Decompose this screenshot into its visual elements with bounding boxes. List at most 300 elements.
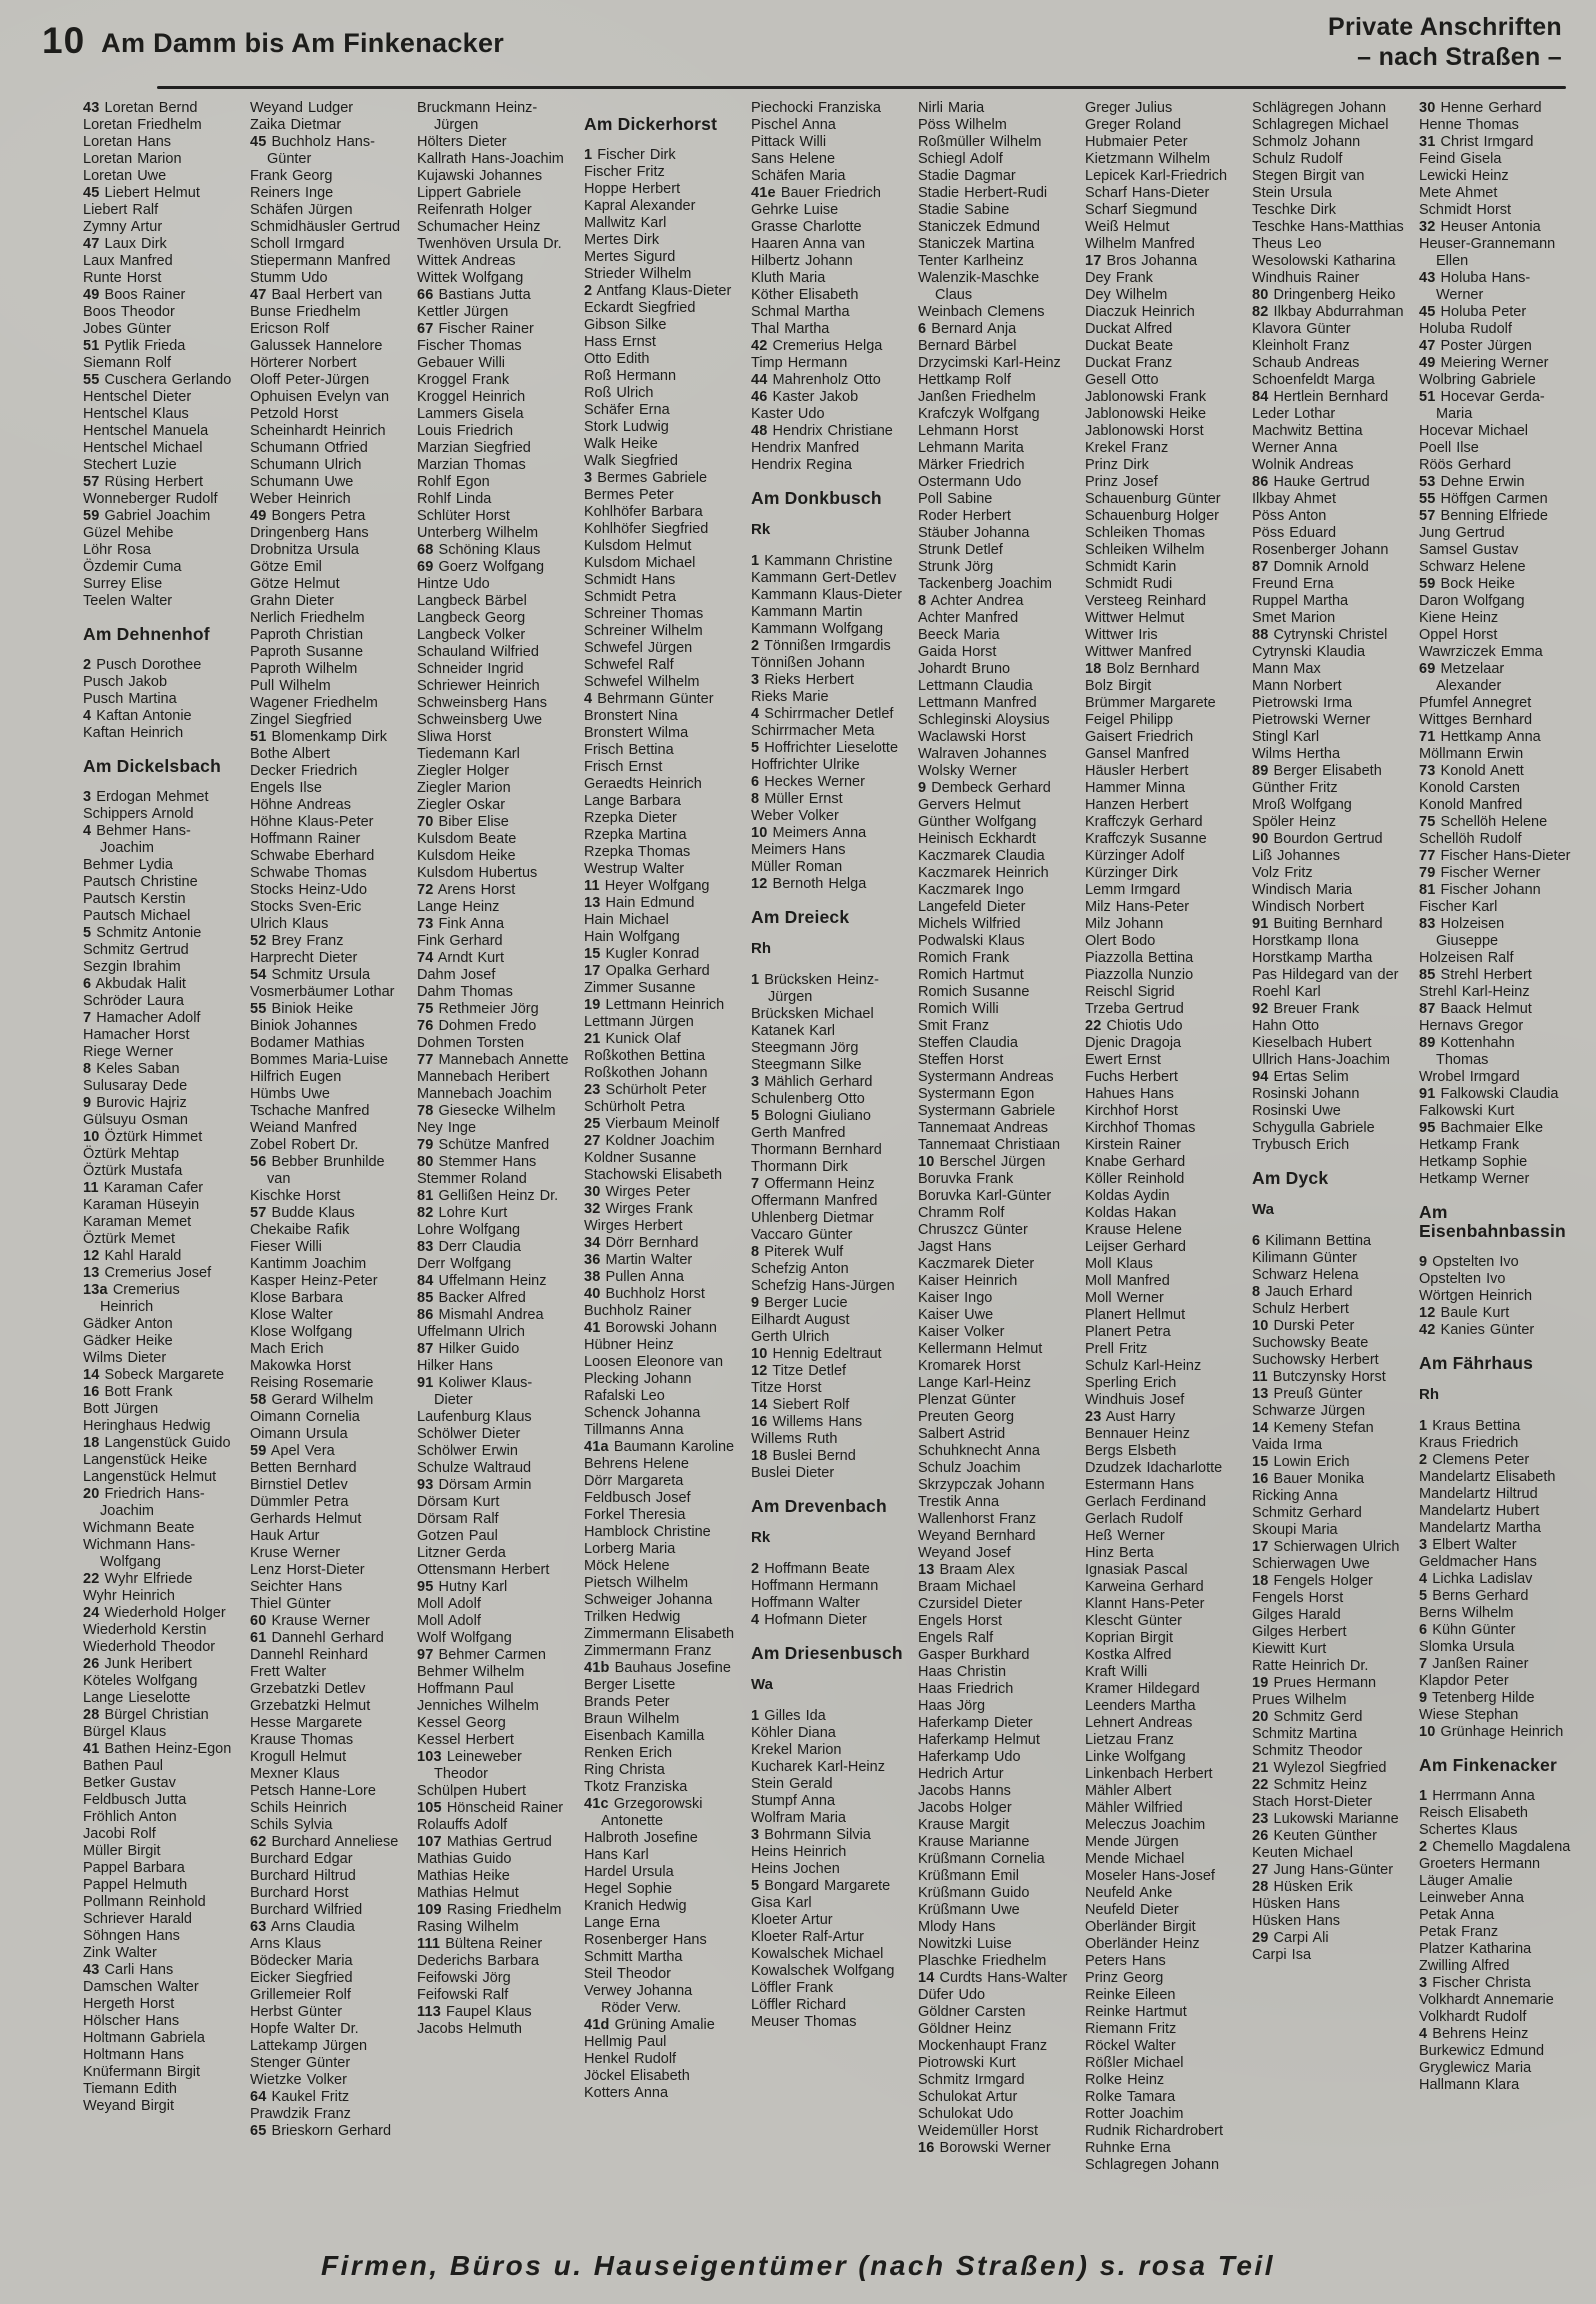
house-number: 23 [1085,1409,1102,1425]
directory-entry: Jobes Günter [83,321,172,337]
directory-entry: 10 Öztürk Himmet [83,1129,203,1145]
directory-entry: 9 Berger Lucie [751,1295,848,1311]
directory-entry: 83 Holzeisen Giuseppe [1419,916,1505,949]
directory-entry: Meimers Hans [751,842,846,858]
directory-entry: 59 Gabriel Joachim [83,508,211,524]
directory-entry: Uhlenberg Dietmar [751,1210,874,1226]
directory-entry: Suchowsky Beate [1252,1335,1369,1351]
directory-entry: Reifenrath Holger [417,202,532,218]
directory-entry: Kessel Georg [417,1715,506,1731]
house-number: 20 [83,1486,100,1502]
house-number: 3 [751,1074,760,1090]
directory-entry: Burchard Horst [250,1885,349,1901]
house-number: 23 [1252,1811,1269,1827]
directory-entry: Haferkamp Dieter [918,1715,1033,1731]
directory-entry: 74 Arndt Kurt [417,950,505,966]
directory-entry: Boos Theodor [83,304,175,320]
directory-entry: Wolf Wolfgang [417,1630,512,1646]
directory-entry: 45 Holuba Peter [1419,304,1527,320]
directory-entry: 84 Uffelmann Heinz [417,1273,547,1289]
house-number: 3 [83,789,92,805]
directory-entry: Behrens Helene [584,1456,689,1472]
directory-entry: 59 Apel Vera [250,1443,335,1459]
house-number: 57 [250,1205,267,1221]
directory-entry: Podwalski Klaus [918,933,1025,949]
directory-entry: Göldner Heinz [918,2021,1012,2037]
directory-entry: Schefzig Hans-Jürgen [751,1278,895,1294]
directory-entry: 77 Mannebach Annette [417,1052,569,1068]
directory-entry: Kohlhöfer Barbara [584,504,703,520]
directory-entry: Chramm Rolf [918,1205,1005,1221]
directory-entry: Roder Herbert [918,508,1011,524]
directory-entry: Tschache Manfred [250,1103,370,1119]
directory-entry: Wagener Friedhelm [250,695,378,711]
directory-entry: 91 Falkowski Claudia [1419,1086,1559,1102]
directory-entry: Pischel Anna [751,117,836,133]
directory-entry: Neufeld Anke [1085,1885,1173,1901]
directory-entry: Mende Jürgen [1085,1834,1179,1850]
directory-entry: Schauenburg Günter [1085,491,1221,507]
directory-entry: Schefzig Anton [751,1261,849,1277]
directory-entry: Berger Lisette [584,1677,676,1693]
directory-entry: 24 Wiederhold Holger [83,1605,226,1621]
directory-entry: 31 Christ Irmgard [1419,134,1534,150]
directory-entry: Wilms Dieter [83,1350,167,1366]
directory-entry: Falkowski Kurt [1419,1103,1515,1119]
house-number: 41b [584,1660,610,1676]
directory-entry: Höhne Andreas [250,797,351,813]
directory-entry: Frisch Ernst [584,759,663,775]
directory-entry: Hoffmann Hermann [751,1578,879,1594]
directory-entry: Poll Sabine [918,491,993,507]
directory-entry: Möllmann Erwin [1419,746,1524,762]
directory-entry: Lange Lieselotte [83,1690,191,1706]
directory-entry: Ziegler Marion [417,780,511,796]
directory-entry: 95 Hutny Karl [417,1579,508,1595]
directory-entry: 10 Durski Peter [1252,1318,1355,1334]
house-number: 41a [584,1439,609,1455]
directory-entry: Engels Ralf [918,1630,994,1646]
directory-entry: Wesolowski Katharina [1252,253,1396,269]
directory-entry: Ratte Heinrich Dr. [1252,1658,1369,1674]
directory-entry: Schertes Klaus [1419,1822,1518,1838]
house-number: 41d [584,2017,610,2033]
directory-entry: Vaccaro Günter [751,1227,853,1243]
house-number: 41e [751,185,776,201]
house-number: 4 [751,706,760,722]
directory-entry: Schierwagen Uwe [1252,1556,1370,1572]
directory-entry: Moseler Hans-Josef [1085,1868,1215,1884]
header-right [1328,12,1562,72]
directory-column [1252,100,1404,2228]
page-header [42,13,1562,78]
directory-entry: 23 Aust Harry [1085,1409,1176,1425]
directory-entry: Kromarek Horst [918,1358,1021,1374]
directory-entry: Hoffmann Rainer [250,831,361,847]
directory-entry: 51 Pytlik Frieda [83,338,186,354]
directory-entry: 41 Borowski Johann [584,1320,717,1336]
house-number: 78 [417,1103,434,1119]
directory-entry: Teschke Dirk [1252,202,1336,218]
directory-entry: Rolke Heinz [1085,2072,1165,2088]
house-number: 32 [584,1201,601,1217]
directory-entry: 20 Friedrich Hans-Joachim [83,1486,205,1519]
house-number: 45 [83,185,100,201]
directory-entry: 75 Rethmeier Jörg [417,1001,539,1017]
directory-entry: 94 Ertas Selim [1252,1069,1349,1085]
directory-entry: 5 Berns Gerhard [1419,1588,1529,1604]
directory-entry: Schmidt Rudi [1085,576,1173,592]
house-number: 18 [751,1448,768,1464]
directory-entry: Hopfe Walter Dr. [250,2021,359,2037]
directory-entry: Schriever Harald [83,1911,192,1927]
house-number: 85 [1419,967,1436,983]
directory-entry: Grzebatzki Helmut [250,1698,371,1714]
directory-entry: Schleginski Aloysius [918,712,1050,728]
directory-entry: Sezgin Ibrahim [83,959,181,975]
directory-entry: Stenger Günter [250,2055,351,2071]
directory-entry: Roehl Karl [1252,984,1321,1000]
directory-entry: Tackenberg Joachim [918,576,1052,592]
directory-entry: Mann Norbert [1252,678,1342,694]
directory-entry: 82 Lohre Kurt [417,1205,508,1221]
house-number: 63 [250,1919,267,1935]
directory-entry: Gibson Silke [584,317,667,333]
directory-entry: 86 Mismahl Andrea [417,1307,544,1323]
directory-entry: Bödecker Maria [250,1953,353,1969]
directory-entry: 8 Müller Ernst [751,791,843,807]
house-number: 83 [417,1239,434,1255]
house-number: 77 [1419,848,1436,864]
directory-entry: Grasse Charlotte [751,219,862,235]
directory-entry: 16 Bott Frank [83,1384,173,1400]
directory-entry: Prell Fritz [1085,1341,1148,1357]
directory-entry: 4 Behmer Hans-Joachim [83,823,191,856]
directory-entry: Reisch Elisabeth [1419,1805,1528,1821]
directory-entry: Sans Helene [751,151,836,167]
directory-entry: Schwefel Ralf [584,657,674,673]
directory-entry: 81 Gellißen Heinz Dr. [417,1188,559,1204]
directory-entry: Kaster Udo [751,406,825,422]
directory-entry: Tillmanns Anna [584,1422,684,1438]
directory-entry: Klose Wolfgang [250,1324,353,1340]
directory-entry: 81 Fischer Johann [1419,882,1541,898]
directory-entry: Hain Michael [584,912,669,928]
directory-entry: Koldas Aydin [1085,1188,1170,1204]
directory-entry: 14 Sobeck Margarete [83,1367,225,1383]
directory-entry: 10 Grünhage Heinrich [1419,1724,1564,1740]
directory-entry: Dederichs Barbara [417,1953,539,1969]
directory-entry: Kucharek Karl-Heinz [751,1759,885,1775]
directory-entry: Ziegler Oskar [417,797,506,813]
directory-entry: 9 Opstelten Ivo [1419,1254,1519,1270]
directory-entry: Bommes Maria-Luise [250,1052,388,1068]
directory-entry: Diaczuk Heinrich [1085,304,1195,320]
directory-entry: Kulsdom Heike [417,848,516,864]
directory-entry: 13 Braam Alex [918,1562,1015,1578]
house-number: 62 [250,1834,267,1850]
directory-entry: Kaiser Ingo [918,1290,993,1306]
house-number: 1 [751,553,760,569]
directory-entry: Roßkothen Johann [584,1065,708,1081]
directory-entry: Eckardt Siegfried [584,300,696,316]
house-number: 41c [584,1796,609,1812]
directory-entry: Hentschel Klaus [83,406,189,422]
directory-entry: Kruse Werner [250,1545,341,1561]
directory-entry: Gehrke Luise [751,202,839,218]
directory-entry: Wiese Stephan [1419,1707,1519,1723]
directory-entry: Wolfram Maria [751,1810,846,1826]
directory-entry: Vaida Irma [1252,1437,1323,1453]
directory-entry: Klannt Hans-Peter [1085,1596,1205,1612]
directory-entry: Burchard Wilfried [250,1902,363,1918]
directory-entry: Schumann Ulrich [250,457,362,473]
directory-entry: Burchard Hiltrud [250,1868,356,1884]
house-number: 9 [1419,1690,1428,1706]
directory-entry: Spöler Heinz [1252,814,1337,830]
directory-entry: Weber Volker [751,808,839,824]
house-number: 86 [1252,474,1269,490]
directory-entry: 3 Elbert Walter [1419,1537,1517,1553]
house-number: 87 [417,1341,434,1357]
directory-entry: Seichter Hans [250,1579,343,1595]
house-number: 9 [751,1295,760,1311]
directory-entry: Kraffczyk Susanne [1085,831,1207,847]
directory-entry: Stäuber Johanna [918,525,1030,541]
house-number: 95 [417,1579,434,1595]
directory-entry: 8 Piterek Wulf [751,1244,844,1260]
directory-entry: Holuba Rudolf [1419,321,1512,337]
directory-entry: Stumpf Anna [751,1793,836,1809]
directory-entry: Loretan Hans [83,134,172,150]
house-number: 51 [250,729,267,745]
street-header: Am Dickerhorst [584,114,718,134]
house-number: 2 [751,1561,760,1577]
directory-entry: 30 Henne Gerhard [1419,100,1542,116]
house-number: 5 [751,740,760,756]
directory-entry: Kirstein Rainer [1085,1137,1182,1153]
house-number: 69 [417,559,434,575]
directory-entry: Schwarz Helene [1419,559,1526,575]
directory-entry: Schulz Rudolf [1252,151,1343,167]
directory-entry: Loretan Friedhelm [83,117,202,133]
directory-entry: Fischer Fritz [584,164,665,180]
directory-entry: Konold Manfred [1419,797,1523,813]
directory-entry: Kloeter Ralf-Artur [751,1929,865,1945]
directory-entry: Decker Friedrich [250,763,358,779]
directory-entry: Keuten Michael [1252,1845,1353,1861]
house-number: 30 [584,1184,601,1200]
directory-entry: Heinisch Eckhardt [918,831,1036,847]
house-number: 51 [83,338,100,354]
house-number: 89 [1419,1035,1436,1051]
directory-entry: Rohlf Linda [417,491,492,507]
directory-entry: Zimmer Susanne [584,980,696,996]
directory-entry: Steegmann Silke [751,1057,862,1073]
directory-entry: Ziegler Holger [417,763,510,779]
directory-entry: 91 Buiting Bernhard [1252,916,1383,932]
directory-entry: Piechocki Franziska [751,100,881,116]
directory-entry: Sulusaray Dede [83,1078,188,1094]
house-number: 79 [1419,865,1436,881]
house-number: 6 [918,321,927,337]
house-number: 91 [417,1375,434,1391]
directory-entry: Burchard Edgar [250,1851,353,1867]
directory-entry: Hölters Dieter [417,134,507,150]
directory-entry: Gansel Manfred [1085,746,1190,762]
directory-column [918,100,1070,2228]
district-code: Rh [1419,1386,1439,1403]
directory-entry: Holzeisen Ralf [1419,950,1514,966]
directory-entry: Jenniches Wilhelm [417,1698,539,1714]
directory-entry: 15 Kugler Konrad [584,946,700,962]
directory-entry: 1 Gilles Ida [751,1708,826,1724]
directory-entry: 3 Bohrmann Silvia [751,1827,871,1843]
directory-entry: Mockenhaupt Franz [918,2038,1048,2054]
directory-entry: 83 Derr Claudia [417,1239,521,1255]
directory-entry: Titze Horst [751,1380,822,1396]
directory-entry: 113 Faupel Klaus [417,2004,532,2020]
house-number: 3 [751,672,760,688]
directory-entry: 10 Hennig Edeltraut [751,1346,882,1362]
house-number: 60 [250,1613,267,1629]
directory-entry: Ilkbay Ahmet [1252,491,1337,507]
directory-entry: Schwefel Wilhelm [584,674,700,690]
directory-entry: Kaczmarek Heinrich [918,865,1049,881]
directory-entry: 2 Clemens Peter [1419,1452,1530,1468]
directory-entry: Pöss Anton [1252,508,1327,524]
directory-entry: Haas Jörg [918,1698,986,1714]
directory-entry: Steffen Claudia [918,1035,1018,1051]
directory-entry: Schleiken Thomas [1085,525,1206,541]
directory-entry: Oimann Ursula [250,1426,348,1442]
house-number: 17 [1252,1539,1269,1555]
house-number: 68 [417,542,434,558]
directory-entry: Kammann Wolfgang [751,621,884,637]
street-header: Am Dickelsbach [83,756,221,776]
directory-entry: Schils Heinrich [250,1800,347,1816]
directory-entry: Schleiken Wilhelm [1085,542,1205,558]
directory-entry: Haas Friedrich [918,1681,1014,1697]
house-number: 59 [250,1443,267,1459]
directory-entry: Kraffczyk Gerhard [1085,814,1203,830]
directory-entry: Kulsdom Beate [417,831,517,847]
directory-entry: Klapdor Peter [1419,1673,1509,1689]
house-number: 3 [751,1827,760,1843]
directory-entry: Schmitz Theodor [1252,1743,1363,1759]
directory-entry: Mähler Albert [1085,1783,1172,1799]
house-number: 8 [751,1244,760,1260]
directory-entry: 90 Bourdon Gertrud [1252,831,1383,847]
house-number: 73 [1419,763,1436,779]
directory-entry: Lietzau Franz [1085,1732,1174,1748]
directory-entry: Janßen Friedhelm [918,389,1036,405]
directory-entry: Hubmaier Peter [1085,134,1188,150]
directory-entry: Uffelmann Ulrich [417,1324,525,1340]
directory-entry: Tiemann Edith [83,2081,177,2097]
directory-entry: Kapral Alexander [584,198,696,214]
directory-entry: Ericson Rolf [250,321,330,337]
directory-entry: Krüßmann Cornelia [918,1851,1045,1867]
directory-entry: Nerlich Friedhelm [250,610,365,626]
directory-entry: Weiß Helmut [1085,219,1170,235]
directory-entry: Koldas Hakan [1085,1205,1177,1221]
directory-entry: 107 Mathias Gertrud [417,1834,552,1850]
directory-entry: Petak Anna [1419,1907,1495,1923]
directory-entry: 2 Hoffmann Beate [751,1561,870,1577]
directory-entry: Gerhards Helmut [250,1511,362,1527]
house-number: 1 [751,1708,760,1724]
directory-entry: 4 Lichka Ladislav [1419,1571,1533,1587]
house-number: 88 [1252,627,1269,643]
directory-entry: Brücksken Michael [751,1006,874,1022]
directory-entry: Wittek Wolfgang [417,270,524,286]
directory-entry: Güzel Mehibe [83,525,174,541]
directory-entry: Bronstert Wilma [584,725,689,741]
directory-entry: Scholl Irmgard [250,236,345,252]
directory-entry: 63 Arns Claudia [250,1919,355,1935]
house-number: 21 [1252,1760,1269,1776]
directory-entry: Betker Gustav [83,1775,176,1791]
directory-entry: Schwefel Jürgen [584,640,693,656]
directory-entry: 87 Baack Helmut [1419,1001,1532,1017]
house-number: 5 [751,1878,760,1894]
directory-entry: Wittwer Manfred [1085,644,1192,660]
directory-entry: Hegel Sophie [584,1881,673,1897]
directory-entry: Schippers Arnold [83,806,194,822]
directory-entry: Dringenberg Hans [250,525,369,541]
directory-entry: 5 Bongard Margarete [751,1878,891,1894]
directory-entry: Krüßmann Emil [918,1868,1019,1884]
directory-entry: Behmer Wilhelm [417,1664,525,1680]
directory-entry: Schuhknecht Anna [918,1443,1040,1459]
directory-entry: Bronstert Nina [584,708,678,724]
directory-entry: Mathias Heike [417,1868,510,1884]
house-number: 34 [584,1235,601,1251]
house-number: 16 [751,1414,768,1430]
directory-entry: Kaiser Volker [918,1324,1005,1340]
directory-entry: Carpi Isa [1252,1947,1312,1963]
directory-entry: Kramer Hildegard [1085,1681,1200,1697]
house-number: 26 [83,1656,100,1672]
directory-entry: Kranich Hedwig [584,1898,687,1914]
directory-entry: Weber Heinrich [250,491,351,507]
house-number: 3 [1419,1537,1428,1553]
house-number: 46 [751,389,768,405]
directory-entry: Lewicki Heinz [1419,168,1509,184]
directory-entry: Reinke Eileen [1085,1987,1176,2003]
directory-entry: Stein Ursula [1252,185,1332,201]
house-number: 58 [250,1392,267,1408]
directory-entry: 41d Grüning Amalie [584,2017,715,2033]
directory-entry: 111 Bültena Reiner [417,1936,543,1952]
directory-entry: Geldmacher Hans [1419,1554,1537,1570]
house-number: 6 [1419,1622,1428,1638]
directory-entry: 67 Fischer Rainer [417,321,534,337]
directory-entry: Walk Siegfried [584,453,678,469]
directory-entry: Hamblock Christine [584,1524,711,1540]
directory-entry: Planert Hellmut [1085,1307,1186,1323]
directory-entry: Ruhnke Erna [1085,2140,1171,2156]
directory-column [1085,100,1237,2228]
directory-entry: Wrobel Irmgard [1419,1069,1520,1085]
directory-entry: Schmal Martha [751,304,850,320]
directory-entry: 15 Lowin Erich [1252,1454,1350,1470]
directory-entry: Holtmann Hans [83,2047,184,2063]
directory-entry: Reising Rosemarie [250,1375,374,1391]
directory-entry: Romich Susanne [918,984,1030,1000]
directory-entry: Pautsch Christine [83,874,198,890]
